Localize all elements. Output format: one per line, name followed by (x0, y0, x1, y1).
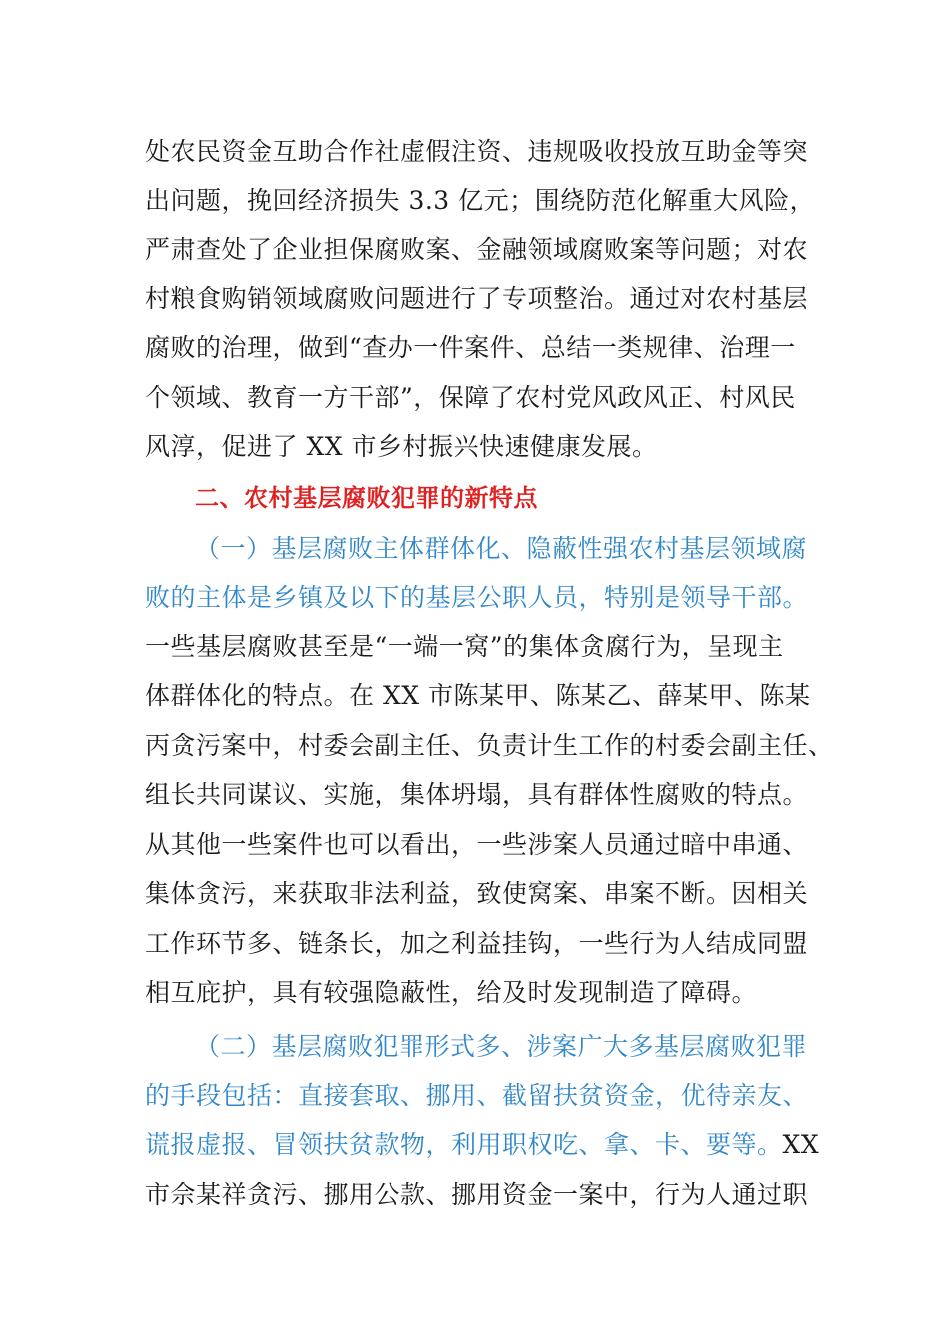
paragraph-line: 从其他一些案件也可以看出，一些涉案人员通过暗中串通、 (145, 830, 809, 859)
paragraph-line: 集体贪污，来获取非法利益，致使窝案、串案不断。因相关 (145, 879, 809, 908)
subsection-heading-line: （一）基层腐败主体群体化、隐蔽性强农村基层领域腐 (195, 534, 808, 563)
paragraph-line: 处农民资金互助合作社虚假注资、违规吸收投放互助金等突 (145, 137, 809, 166)
paragraph-line: 腐败的治理，做到“查办一件案件、总结一类规律、治理一 (145, 333, 796, 362)
subsection-heading-fragment: 谎报虚报、冒领扶贫款物，利用职权吃、拿、卡、要等。 (145, 1130, 783, 1159)
paragraph-line: 相互庇护，具有较强隐蔽性，给及时发现制造了障碍。 (145, 978, 758, 1007)
paragraph-line: 工作环节多、链条长，加之利益挂钩，一些行为人结成同盟 (145, 929, 809, 958)
paragraph-line: 丙贪污案中，村委会副主任、负责计生工作的村委会副主任、 (145, 731, 834, 760)
section-heading: 二、农村基层腐败犯罪的新特点 (195, 484, 538, 512)
paragraph-line: 体群体化的特点。在 XX 市陈某甲、陈某乙、薛某甲、陈某 (145, 681, 811, 710)
paragraph-line: 严肃查处了企业担保腐败案、金融领域腐败案等问题；对农 (145, 235, 809, 264)
paragraph-line: 一些基层腐败甚至是“一端一窝”的集体贪腐行为，呈现主 (145, 632, 784, 661)
subsection-heading-line: 败的主体是乡镇及以下的基层公职人员，特别是领导干部。 (145, 583, 809, 612)
mixed-line (145, 1125, 819, 1165)
paragraph-line: 个领域、教育一方干部”，保障了农村党风政风正、村风民 (145, 383, 796, 412)
paragraph-line: 组长共同谋议、实施，集体坍塌，具有群体性腐败的特点。 (145, 780, 809, 809)
paragraph-line: 风淳，促进了 XX 市乡村振兴快速健康发展。 (145, 432, 658, 461)
paragraph-line: 市佘某祥贪污、挪用公款、挪用资金一案中，行为人通过职 (145, 1180, 809, 1209)
subsection-heading-line: 的手段包括：直接套取、挪用、截留扶贫资金，优待亲友、 (145, 1081, 809, 1110)
subsection-heading-line: （二）基层腐败犯罪形式多、涉案广大多基层腐败犯罪 (195, 1032, 808, 1061)
paragraph-fragment: XX (782, 1130, 820, 1159)
paragraph-line: 出问题，挽回经济损失 3.3 亿元；围绕防范化解重大风险， (145, 186, 816, 215)
paragraph-line: 村粮食购销领域腐败问题进行了专项整治。通过对农村基层 (145, 284, 809, 313)
